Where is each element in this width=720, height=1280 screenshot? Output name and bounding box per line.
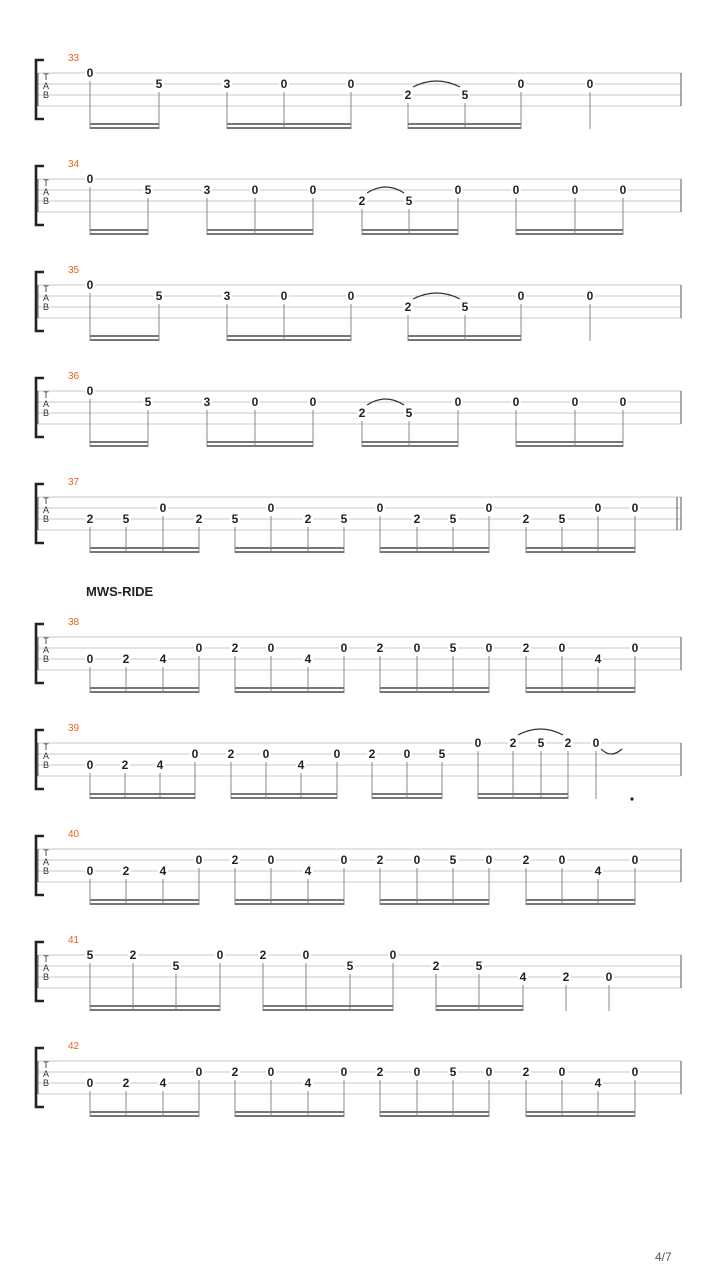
- beam: [235, 691, 344, 693]
- beam-secondary: [90, 229, 148, 231]
- beam-secondary: [90, 899, 199, 901]
- fret-number: 0: [195, 1065, 203, 1079]
- fret-number: 2: [562, 970, 570, 984]
- fret-number: 0: [413, 1065, 421, 1079]
- beam-secondary: [408, 335, 521, 337]
- fret-number: 2: [413, 512, 421, 526]
- fret-number: 5: [449, 1065, 457, 1079]
- fret-number: 0: [191, 747, 199, 761]
- measure-number: 33: [68, 53, 80, 64]
- measure-number: 34: [68, 159, 80, 170]
- tie-arc: [518, 729, 563, 735]
- fret-number: 5: [340, 512, 348, 526]
- tab-clef-letter: B: [42, 514, 50, 524]
- fret-number: 0: [619, 183, 627, 197]
- tab-clef-letter: B: [42, 90, 50, 100]
- fret-number: 0: [86, 1076, 94, 1090]
- fret-number: 2: [522, 512, 530, 526]
- fret-number: 0: [267, 1065, 275, 1079]
- beam: [207, 445, 313, 447]
- beam-secondary: [207, 229, 313, 231]
- fret-number: 0: [403, 747, 411, 761]
- beam-secondary: [90, 687, 199, 689]
- fret-number: 0: [413, 641, 421, 655]
- fret-number: 5: [449, 641, 457, 655]
- beam: [90, 1009, 220, 1011]
- fret-number: 2: [129, 948, 137, 962]
- fret-number: 5: [405, 194, 413, 208]
- beam-secondary: [227, 123, 351, 125]
- fret-number: 4: [159, 1076, 167, 1090]
- fret-number: 2: [432, 959, 440, 973]
- beam-secondary: [380, 687, 489, 689]
- fret-number: 0: [376, 501, 384, 515]
- fret-number: 4: [594, 1076, 602, 1090]
- beam-secondary: [90, 1005, 220, 1007]
- fret-number: 2: [522, 853, 530, 867]
- fret-number: 2: [376, 641, 384, 655]
- beam-secondary: [235, 687, 344, 689]
- measure-42: [36, 1041, 681, 1117]
- fret-number: 0: [86, 652, 94, 666]
- beam: [231, 797, 337, 799]
- fret-number: 5: [346, 959, 354, 973]
- beam: [362, 445, 458, 447]
- fret-number: 0: [454, 183, 462, 197]
- fret-number: 2: [522, 1065, 530, 1079]
- tab-clef-letter: B: [42, 302, 50, 312]
- measure-34: [36, 159, 681, 235]
- tab-clef-letter: A: [42, 645, 50, 655]
- fret-number: 5: [172, 959, 180, 973]
- beam-secondary: [526, 687, 635, 689]
- fret-number: 4: [594, 652, 602, 666]
- fret-number: 0: [251, 395, 259, 409]
- tab-clef-letter: T: [43, 1060, 49, 1070]
- fret-number: 0: [251, 183, 259, 197]
- beam: [90, 339, 159, 341]
- fret-number: 4: [297, 758, 305, 772]
- fret-number: 0: [592, 736, 600, 750]
- beam-secondary: [90, 441, 148, 443]
- beam-secondary: [235, 1111, 344, 1113]
- fret-number: 0: [195, 641, 203, 655]
- tab-clef-letter: A: [42, 505, 50, 515]
- beam: [436, 1009, 523, 1011]
- fret-number: 2: [227, 747, 235, 761]
- fret-number: 2: [195, 512, 203, 526]
- tab-clef-letter: B: [42, 408, 50, 418]
- fret-number: 5: [122, 512, 130, 526]
- fret-number: 2: [122, 652, 130, 666]
- beam: [408, 127, 521, 129]
- fret-number: 0: [586, 77, 594, 91]
- fret-number: 0: [267, 501, 275, 515]
- beam: [90, 903, 199, 905]
- fret-number: 5: [155, 289, 163, 303]
- beam: [235, 551, 344, 553]
- fret-number: 2: [522, 641, 530, 655]
- fret-number: 0: [558, 641, 566, 655]
- beam: [90, 445, 148, 447]
- measure-35: [36, 265, 681, 341]
- fret-number: 2: [509, 736, 517, 750]
- tab-clef-letter: T: [43, 496, 49, 506]
- fret-number: 0: [586, 289, 594, 303]
- fret-number: 2: [368, 747, 376, 761]
- fret-number: 3: [203, 395, 211, 409]
- tab-clef-letter: B: [42, 972, 50, 982]
- beam-secondary: [235, 899, 344, 901]
- fret-number: 0: [485, 641, 493, 655]
- measure-number: 38: [68, 617, 80, 628]
- beam-secondary: [90, 547, 199, 549]
- beam: [90, 1115, 199, 1117]
- fret-number: 0: [195, 853, 203, 867]
- fret-number: 0: [86, 172, 94, 186]
- measure-number: 36: [68, 371, 80, 382]
- fret-number: 0: [619, 395, 627, 409]
- fret-number: 0: [309, 395, 317, 409]
- fret-number: 0: [86, 278, 94, 292]
- beam-secondary: [207, 441, 313, 443]
- rhythm-dot: [630, 797, 633, 800]
- tab-clef-letter: T: [43, 636, 49, 646]
- fret-number: 5: [155, 77, 163, 91]
- beam: [362, 233, 458, 235]
- fret-number: 4: [519, 970, 527, 984]
- fret-number: 5: [558, 512, 566, 526]
- fret-number: 0: [347, 289, 355, 303]
- beam-secondary: [362, 441, 458, 443]
- measure-33: [36, 53, 681, 129]
- page-number: 4/7: [655, 1250, 672, 1264]
- beam: [516, 445, 623, 447]
- fret-number: 5: [231, 512, 239, 526]
- fret-number: 2: [231, 641, 239, 655]
- beam-secondary: [235, 547, 344, 549]
- fret-number: 5: [461, 88, 469, 102]
- fret-number: 3: [223, 289, 231, 303]
- beam: [372, 797, 442, 799]
- beam: [263, 1009, 393, 1011]
- fret-number: 0: [280, 77, 288, 91]
- fret-number: 5: [144, 183, 152, 197]
- beam-secondary: [90, 793, 195, 795]
- fret-number: 0: [605, 970, 613, 984]
- tab-clef-letter: T: [43, 178, 49, 188]
- tab-clef-letter: A: [42, 857, 50, 867]
- beam-secondary: [362, 229, 458, 231]
- fret-number: 4: [156, 758, 164, 772]
- fret-number: 0: [512, 183, 520, 197]
- beam-secondary: [90, 335, 159, 337]
- fret-number: 0: [262, 747, 270, 761]
- fret-number: 2: [122, 1076, 130, 1090]
- fret-number: 5: [438, 747, 446, 761]
- beam-secondary: [526, 547, 635, 549]
- beam: [526, 903, 635, 905]
- fret-number: 0: [86, 758, 94, 772]
- tab-clef-letter: T: [43, 954, 49, 964]
- beam: [90, 127, 159, 129]
- fret-number: 5: [86, 948, 94, 962]
- fret-number: 0: [333, 747, 341, 761]
- fret-number: 2: [564, 736, 572, 750]
- beam-secondary: [380, 1111, 489, 1113]
- fret-number: 0: [413, 853, 421, 867]
- fret-number: 2: [231, 853, 239, 867]
- fret-number: 0: [558, 1065, 566, 1079]
- beam: [90, 551, 199, 553]
- beam-secondary: [231, 793, 337, 795]
- tab-clef-letter: B: [42, 760, 50, 770]
- fret-number: 0: [454, 395, 462, 409]
- beam-secondary: [526, 1111, 635, 1113]
- fret-number: 2: [121, 758, 129, 772]
- beam-secondary: [227, 335, 351, 337]
- fret-number: 0: [340, 853, 348, 867]
- fret-number: 2: [358, 406, 366, 420]
- fret-number: 0: [86, 66, 94, 80]
- measure-40: [36, 829, 681, 905]
- beam-secondary: [380, 899, 489, 901]
- measure-39: [36, 723, 681, 801]
- fret-number: 2: [376, 1065, 384, 1079]
- fret-number: 0: [267, 641, 275, 655]
- fret-number: 0: [86, 384, 94, 398]
- fret-number: 4: [304, 652, 312, 666]
- measure-37: [36, 477, 681, 553]
- measure-41: [36, 935, 681, 1011]
- fret-number: 0: [594, 501, 602, 515]
- beam: [90, 233, 148, 235]
- fret-number: 0: [340, 641, 348, 655]
- fret-number: 0: [347, 77, 355, 91]
- fret-number: 0: [512, 395, 520, 409]
- fret-number: 0: [517, 77, 525, 91]
- beam: [380, 551, 489, 553]
- beam: [526, 551, 635, 553]
- measure-number: 40: [68, 829, 80, 840]
- fret-number: 3: [203, 183, 211, 197]
- fret-number: 5: [475, 959, 483, 973]
- beam-secondary: [263, 1005, 393, 1007]
- tab-clef-letter: B: [42, 866, 50, 876]
- fret-number: 0: [340, 1065, 348, 1079]
- beam: [478, 797, 568, 799]
- beam-secondary: [526, 899, 635, 901]
- fret-number: 2: [376, 853, 384, 867]
- fret-number: 4: [304, 1076, 312, 1090]
- tab-clef-letter: A: [42, 81, 50, 91]
- tab-clef-letter: A: [42, 293, 50, 303]
- fret-number: 0: [474, 736, 482, 750]
- measure-number: 35: [68, 265, 80, 276]
- fret-number: 4: [304, 864, 312, 878]
- tie-arc-open: [601, 749, 622, 754]
- fret-number: 0: [309, 183, 317, 197]
- fret-number: 3: [223, 77, 231, 91]
- tab-clef-letter: A: [42, 187, 50, 197]
- beam-secondary: [516, 441, 623, 443]
- fret-number: 2: [404, 88, 412, 102]
- beam: [526, 1115, 635, 1117]
- beam-secondary: [90, 1111, 199, 1113]
- beam-secondary: [90, 123, 159, 125]
- tab-clef-letter: T: [43, 848, 49, 858]
- fret-number: 2: [122, 864, 130, 878]
- fret-number: 0: [571, 183, 579, 197]
- fret-number: 0: [302, 948, 310, 962]
- fret-number: 0: [389, 948, 397, 962]
- beam: [516, 233, 623, 235]
- fret-number: 0: [485, 853, 493, 867]
- fret-number: 0: [558, 853, 566, 867]
- fret-number: 5: [405, 406, 413, 420]
- fret-number: 0: [485, 1065, 493, 1079]
- fret-number: 0: [631, 1065, 639, 1079]
- tab-clef-letter: B: [42, 1078, 50, 1088]
- fret-number: 5: [461, 300, 469, 314]
- tab-clef-letter: A: [42, 399, 50, 409]
- tab-clef-letter: T: [43, 742, 49, 752]
- tab-clef-letter: T: [43, 284, 49, 294]
- beam: [380, 903, 489, 905]
- measure-36: [36, 371, 681, 447]
- fret-number: 5: [537, 736, 545, 750]
- fret-number: 2: [231, 1065, 239, 1079]
- beam: [207, 233, 313, 235]
- measure-number: 41: [68, 935, 80, 946]
- fret-number: 5: [449, 512, 457, 526]
- beam-secondary: [380, 547, 489, 549]
- fret-number: 0: [216, 948, 224, 962]
- beam: [227, 127, 351, 129]
- fret-number: 2: [259, 948, 267, 962]
- tab-clef-letter: A: [42, 751, 50, 761]
- beam-secondary: [436, 1005, 523, 1007]
- section-label: MWS-RIDE: [86, 584, 154, 599]
- beam: [90, 691, 199, 693]
- beam-secondary: [478, 793, 568, 795]
- fret-number: 0: [280, 289, 288, 303]
- beam: [90, 797, 195, 799]
- fret-number: 0: [631, 501, 639, 515]
- fret-number: 0: [571, 395, 579, 409]
- beam: [408, 339, 521, 341]
- fret-number: 2: [358, 194, 366, 208]
- tab-clef-letter: T: [43, 390, 49, 400]
- tab-clef-letter: A: [42, 963, 50, 973]
- beam: [380, 1115, 489, 1117]
- beam: [526, 691, 635, 693]
- fret-number: 2: [404, 300, 412, 314]
- fret-number: 2: [86, 512, 94, 526]
- measure-38: [36, 617, 681, 693]
- tab-clef-letter: A: [42, 1069, 50, 1079]
- beam: [235, 1115, 344, 1117]
- fret-number: 0: [631, 641, 639, 655]
- tab-clef-letter: T: [43, 72, 49, 82]
- fret-number: 5: [144, 395, 152, 409]
- fret-number: 4: [159, 652, 167, 666]
- fret-number: 4: [594, 864, 602, 878]
- fret-number: 4: [159, 864, 167, 878]
- beam: [235, 903, 344, 905]
- fret-number: 2: [304, 512, 312, 526]
- beam-secondary: [408, 123, 521, 125]
- tab-clef-letter: B: [42, 654, 50, 664]
- fret-number: 0: [631, 853, 639, 867]
- fret-number: 0: [267, 853, 275, 867]
- beam-secondary: [516, 229, 623, 231]
- fret-number: 0: [485, 501, 493, 515]
- measure-number: 39: [68, 723, 80, 734]
- beam: [380, 691, 489, 693]
- fret-number: 0: [517, 289, 525, 303]
- fret-number: 0: [159, 501, 167, 515]
- measure-number: 37: [68, 477, 80, 488]
- fret-number: 0: [86, 864, 94, 878]
- beam: [227, 339, 351, 341]
- measure-number: 42: [68, 1041, 80, 1052]
- fret-number: 5: [449, 853, 457, 867]
- tab-clef-letter: B: [42, 196, 50, 206]
- beam-secondary: [372, 793, 442, 795]
